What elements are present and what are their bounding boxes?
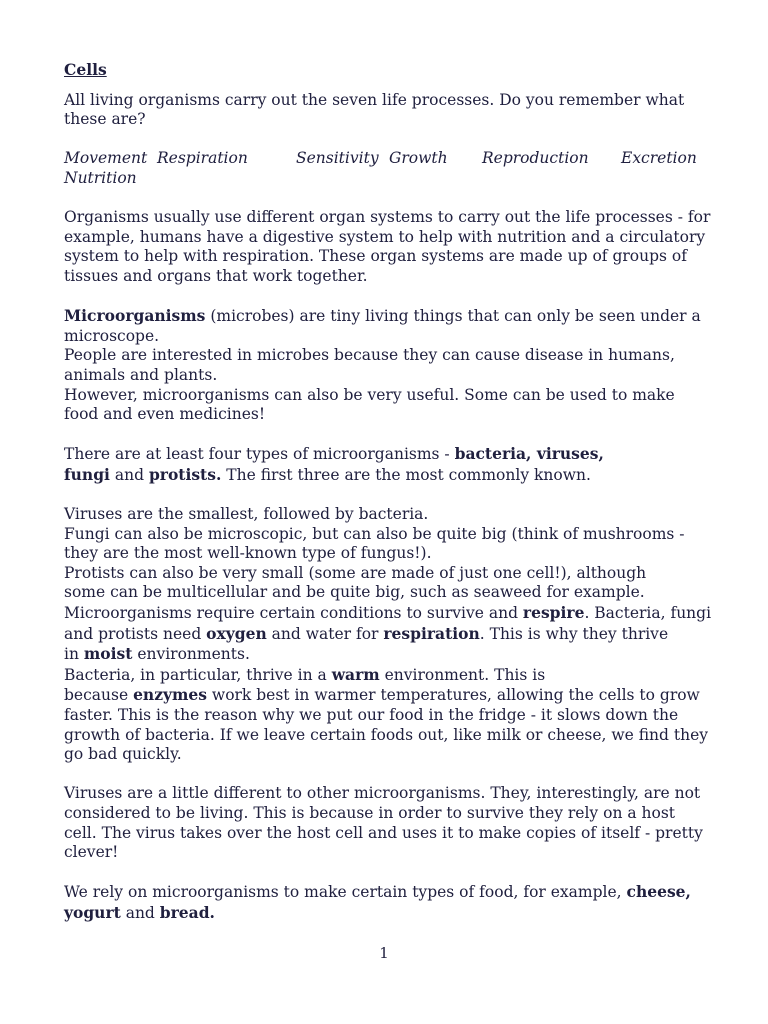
text-line: system to help with respiration. These organ systems are made up of groups of [64, 247, 687, 266]
text-line: some can be multicellular and be quite big, such as seaweed for example. [64, 583, 645, 602]
process-respiration: Respiration [157, 149, 248, 168]
term-yogurt: yogurt [64, 902, 121, 922]
process-sensitivity: Sensitivity [296, 149, 379, 168]
text-fragment: and protists need [64, 624, 207, 643]
document-page [64, 60, 714, 924]
spacer [64, 287, 714, 307]
text-line: growth of bacteria. If we leave certain foods out, like milk or cheese, we find they [64, 725, 709, 744]
process-nutrition: Nutrition [64, 168, 137, 187]
spacer [64, 863, 714, 883]
text-fragment: There are at least four types of microorganisms - [64, 445, 455, 464]
text-line: clever! [64, 843, 119, 862]
text-line: People are interested in microbes because they can cause disease in humans, [64, 346, 675, 365]
text-line: cell. The virus takes over the host cell and uses it to make copies of itself - pretty [64, 823, 703, 842]
text-fragment: environment. This is [379, 665, 546, 684]
life-processes-list [64, 149, 714, 169]
term-respiration: respiration [383, 623, 480, 643]
term-fungi: fungi [64, 464, 110, 484]
text-line: example, humans have a digestive system to help with nutrition and a circulatory [64, 227, 706, 246]
intro-line: these are? [64, 110, 146, 129]
term-bacteria-viruses: bacteria, viruses, [454, 444, 604, 464]
term-oxygen: oxygen [206, 623, 267, 643]
spacer [64, 189, 714, 209]
intro-paragraph [64, 91, 714, 130]
spacer [64, 485, 714, 505]
text-line: Protists can also be very small (some are made of just one cell!), although [64, 563, 647, 582]
text-line: considered to be living. This is because in order to survive they rely on a host [64, 803, 676, 822]
text-line: faster. This is the reason why we put our food in the fridge - it slows down the [64, 706, 679, 724]
text-fragment: in [64, 645, 84, 664]
term-protists: protists. [148, 464, 222, 484]
text-line: Fungi can also be microscopic, but can also be quite big (think of mushrooms - [64, 524, 685, 543]
text-line: tissues and organs that work together. [64, 266, 368, 285]
term-respire: respire [522, 603, 585, 623]
microorganisms-paragraph [64, 306, 714, 425]
page-number: 1 [379, 944, 389, 962]
text-fragment: and water for [266, 624, 384, 643]
text-fragment: Bacteria, in particular, thrive in a [64, 665, 332, 684]
page-title: Cells [64, 60, 107, 79]
text-line: Viruses are the smallest, followed by bacteria. [64, 505, 429, 524]
text-fragment: work best in warmer temperatures, allowing the cells to grow [207, 686, 700, 705]
term-cheese: cheese, [626, 882, 691, 902]
text-fragment: because [64, 686, 134, 705]
term-bread: bread. [159, 902, 215, 922]
text-fragment: Microorganisms require certain conditions to survive and [64, 604, 523, 623]
text-fragment: and [109, 465, 149, 484]
text-line: microscope. [64, 326, 160, 345]
intro-line: All living organisms carry out the seven life processes. Do you remember what [64, 90, 685, 109]
text-fragment: and [120, 903, 160, 922]
text-fragment: (microbes) are tiny living things that can only be seen under a [205, 307, 701, 326]
organ-systems-paragraph [64, 208, 714, 286]
types-paragraph [64, 444, 714, 485]
term-enzymes: enzymes [133, 685, 207, 705]
text-fragment: . This is why they thrive [479, 624, 669, 643]
text-fragment: The first three are the most commonly known. [221, 465, 591, 484]
text-line: Organisms usually use different organ systems to carry out the life processes - for [64, 208, 711, 227]
food-paragraph [64, 882, 714, 923]
spacer [64, 130, 714, 150]
text-line: food and even medicines! [64, 405, 266, 424]
text-line: However, microorganisms can also be very useful. Some can be used to make [64, 385, 675, 404]
process-movement: Movement [64, 149, 148, 168]
process-excretion: Excretion [621, 149, 697, 168]
viruses-paragraph [64, 784, 714, 862]
spacer [64, 425, 714, 445]
text-fragment: . Bacteria, fungi [584, 604, 712, 623]
sizes-paragraph [64, 505, 714, 765]
process-growth: Growth [389, 149, 448, 168]
term-microorganisms: Microorganisms [64, 306, 206, 326]
text-line: animals and plants. [64, 365, 218, 384]
text-fragment: environments. [132, 645, 250, 664]
text-line: they are the most well-known type of fungus!). [64, 544, 432, 563]
text-line: go bad quickly. [64, 745, 182, 764]
spacer [64, 765, 714, 785]
text-fragment: We rely on microorganisms to make certain types of food, for example, [64, 883, 627, 902]
text-line: Viruses are a little different to other microorganisms. They, interestingly, are not [64, 784, 701, 803]
process-reproduction: Reproduction [482, 149, 589, 168]
term-moist: moist [83, 644, 133, 664]
term-warm: warm [331, 664, 380, 684]
